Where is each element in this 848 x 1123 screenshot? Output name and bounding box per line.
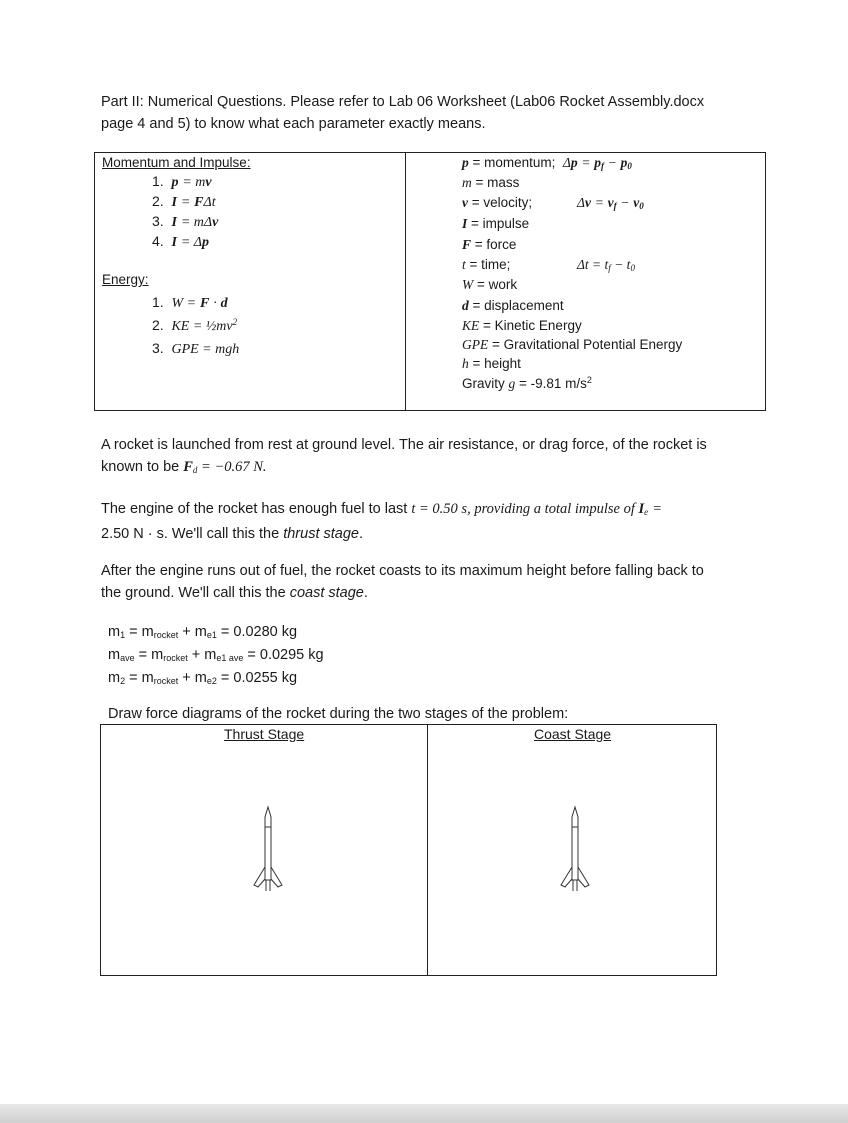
thrust-stage-title: Thrust Stage [224, 726, 305, 742]
problem-paragraph-1: A rocket is launched from rest at ground level. The air resistance, or drag force, of the rocket is known to be $F_d = -0.67$ N. [101, 437, 707, 475]
def-gravity: Gravity g = -9.81 $m/s^2$ [462, 375, 592, 391]
mass-mave: $m_{ave} = m_{rocket} + m_{e1 ave} = 0.0295$ kg [108, 647, 324, 663]
energy-heading: Energy: [102, 272, 149, 287]
page-bottom-bar [0, 1104, 848, 1123]
def-displacement: d = displacement [462, 298, 564, 313]
energy-eq-2: 2. KE = $\frac{1}{2}mv^2$ [152, 317, 238, 334]
mass-m1: $m_1 = m_{rocket} + m_{e1} = 0.0280$ kg [108, 624, 298, 640]
def-mass: m = mass [462, 175, 520, 190]
problem-paragraph-3: After the engine runs out of fuel, the rocket coasts to its maximum height before falling back to the ground. We'll call this the coast stage. [101, 563, 704, 601]
table-divider [405, 153, 406, 410]
intro-text [101, 91, 761, 135]
mass-list [108, 622, 324, 691]
def-height: h = height [462, 356, 521, 371]
def-kinetic-energy: KE = Kinetic Energy [462, 318, 582, 333]
intro-line-2: page 4 and 5) to know what each parameter exactly means. [101, 116, 486, 132]
def-gpe: GPE = Gravitational Potential Energy [462, 337, 683, 352]
problem-paragraph-2: The engine of the rocket has enough fuel to last t = 0.50 s, providing a total impulse of $I_e$ = 2.50 N · s. We'll call this the thrust stage. [101, 501, 662, 542]
energy-eq-1: 1. W = F · d [152, 294, 228, 311]
mass-m2: $m_2 = m_{rocket} + m_{e2} = 0.0255$ kg [108, 670, 298, 686]
momentum-eq-1: 1. p = mv [152, 173, 212, 190]
def-force: F = force [462, 237, 517, 252]
diagram-prompt: Draw force diagrams of the rocket during the two stages of the problem: [108, 706, 569, 722]
def-velocity: v = velocity; [462, 195, 533, 210]
coast-stage-title: Coast Stage [534, 726, 612, 742]
rocket-icon [244, 805, 292, 897]
momentum-eq-3: 3. I = mΔv [152, 213, 219, 230]
diagram-divider [427, 725, 428, 975]
momentum-eq-4: 4. I = Δp [152, 233, 209, 250]
def-momentum: p = momentum; $\Delta p = p_f - p_0$ [462, 155, 632, 171]
force-diagram-table [100, 724, 717, 976]
rocket-icon [551, 805, 599, 897]
intro-line-1: Part II: Numerical Questions. Please refer to Lab 06 Worksheet (Lab06 Rocket Assembly.docx [101, 94, 705, 110]
def-impulse: I = impulse [462, 216, 530, 231]
def-work: W = work [462, 277, 518, 292]
momentum-heading: Momentum and Impulse: [102, 155, 251, 170]
reference-table [94, 152, 766, 411]
def-time: t = time; [462, 257, 511, 272]
def-delta-velocity: $\Delta v = v_f - v_0$ [577, 195, 644, 211]
energy-eq-3: 3. GPE = mgh [152, 340, 240, 357]
momentum-eq-2: 2. I = FΔt [152, 193, 216, 210]
def-delta-time: $\Delta t = t_f - t_0$ [577, 257, 635, 273]
